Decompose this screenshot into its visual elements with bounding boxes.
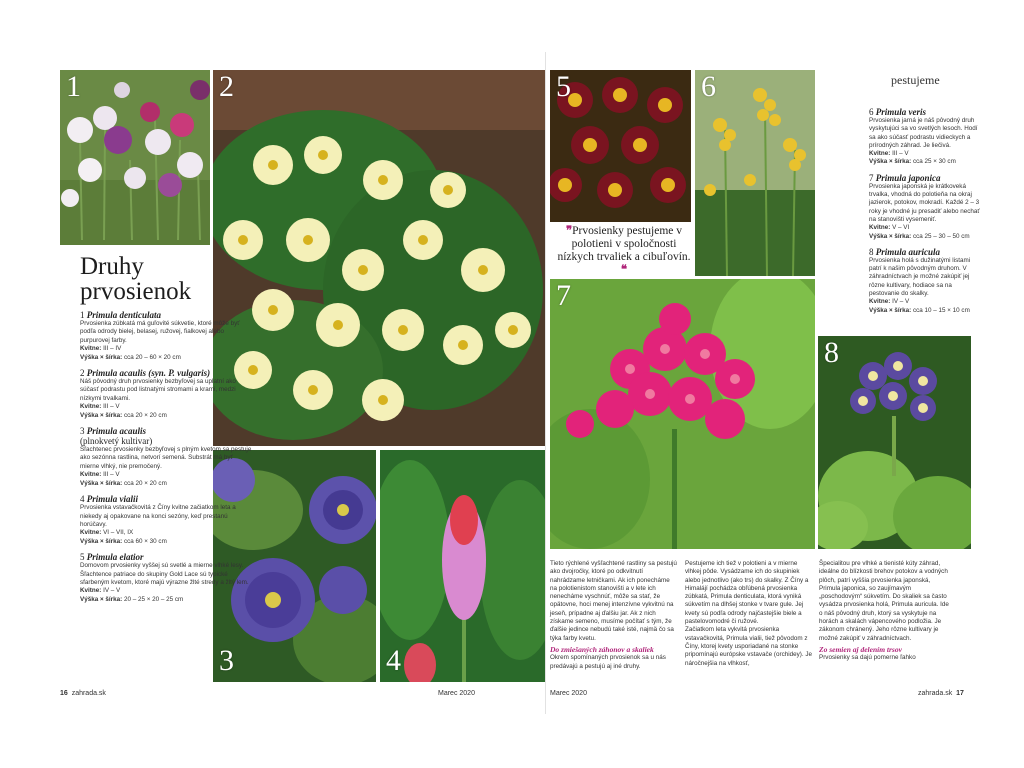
- photo-1-image: [60, 70, 210, 245]
- body-column-2: [685, 560, 813, 668]
- entry-name: Primula japonica: [875, 172, 941, 183]
- species-entry-3: [80, 426, 252, 488]
- entry-number: 3: [80, 426, 85, 437]
- entry-name-suffix: (syn. P. vulgaris): [146, 368, 211, 379]
- size-label: Výška × šírka:: [80, 537, 123, 545]
- entry-text: Prvosienka holá s dužinatými listami patrí k našim pôvodným druhom. V záhradníctvach je možné zakúpiť jej rôzne kultivary, hodiace sa na pestovanie do skalky.: [869, 256, 971, 298]
- photo-number-3: 3: [219, 644, 234, 677]
- photo-2-primula-acaulis: [213, 70, 546, 446]
- entry-number: 1: [80, 310, 85, 320]
- pull-quote: [554, 225, 694, 277]
- bloom-label: Kvitne:: [80, 471, 102, 479]
- title-line-2: prvosienok: [80, 278, 192, 305]
- left-page: [43, 52, 546, 714]
- folio-date-right: Marec 2020: [550, 690, 587, 697]
- entry-text: Prvosienka vstavačkovitá z Číny kvitne začiatkom leta a niekedy aj opakovane na konci sezóny, keď prestanú horúčavy.: [80, 504, 236, 528]
- entry-text: Prvosienka japonská je krátkoveká trvalka, vhodná do polotieňa na okraj jazierok, potokov, mokradí. Každé 2 – 3 roky je vhodné ju presadiť alebo nechať na stanovišti vysemeniť.: [869, 182, 980, 223]
- page-title: [80, 254, 250, 304]
- entry-number: 8: [869, 246, 874, 257]
- bloom-value: III – IV: [103, 345, 122, 353]
- size-label: Výška × šírka:: [869, 232, 912, 240]
- photo-4-image: [380, 450, 546, 682]
- bloom-value: III – V: [103, 471, 120, 479]
- folio-date-left: Marec 2020: [438, 690, 475, 697]
- body-paragraph: Okrem spomínaných prvosienok sa u nás predávajú a pestujú aj iné druhy.: [550, 654, 666, 670]
- title-line-1: Druhy: [80, 253, 144, 280]
- entry-text: Náš pôvodný druh prvosienky bezbyľovej sa uplatní ako súčasť podrastu pod listnatými stromami a krami, medzi nízkymi trvalkami.: [80, 378, 236, 402]
- entry-number: 6: [869, 107, 874, 117]
- bloom-value: V – VI: [892, 224, 910, 232]
- photo-2-image: [213, 70, 546, 446]
- species-entry-8: [869, 247, 981, 315]
- photo-number-1: 1: [66, 70, 81, 103]
- entry-name: Primula acaulis: [86, 426, 147, 437]
- photo-number-6: 6: [701, 70, 716, 103]
- size-label: Výška × šírka:: [80, 411, 123, 419]
- species-entry-1: [80, 310, 252, 362]
- size-value: cca 25 × 30 cm: [912, 158, 956, 166]
- folio-left: [60, 690, 106, 697]
- site-name: zahrada.sk: [71, 690, 106, 697]
- body-column-1: [550, 560, 678, 671]
- photo-8-primula-auricula: [818, 336, 971, 549]
- bloom-label: Kvitne:: [869, 298, 891, 306]
- site-name: zahrada.sk: [918, 690, 953, 697]
- bloom-value: VI – VII, IX: [103, 529, 134, 537]
- entry-number: 4: [80, 494, 85, 505]
- folio-right: [918, 690, 964, 697]
- photo-4-primula-vialii: [380, 450, 546, 682]
- photo-6-primula-veris: [695, 70, 815, 276]
- entry-name: Primula acaulis: [86, 368, 147, 379]
- body-paragraph: Prvosienky sa dajú pomerne ľahko: [819, 654, 916, 662]
- photo-number-4: 4: [386, 644, 401, 677]
- photo-number-5: 5: [556, 70, 571, 103]
- bloom-value: IV – V: [103, 587, 121, 595]
- right-page: [546, 52, 981, 714]
- bloom-value: III – V: [892, 150, 909, 158]
- photo-7-image: [550, 279, 815, 549]
- section-label: pestujeme: [891, 73, 940, 87]
- photo-number-2: 2: [219, 70, 234, 103]
- page-number: 16: [60, 690, 68, 697]
- size-value: cca 20 × 20 cm: [123, 479, 167, 487]
- entry-name: Primula auricula: [875, 246, 941, 257]
- bloom-label: Kvitne:: [80, 403, 102, 411]
- bloom-label: Kvitne:: [80, 529, 102, 537]
- entry-name: Primula vialii: [86, 494, 139, 505]
- entry-text: Domovom prvosienky vyššej sú svetlé a mierne vlhké lesy. Šľachtence patriace do skupiny Gold Lace sú typické sfarbeným kvetom, ktoré majú výrazne žlté stredy a žltý lem.: [80, 562, 249, 586]
- subheading: Do zmiešaných záhonov a skaliek: [550, 644, 654, 654]
- entry-text: Prvosienka zúbkatá má guľovité súkvetie, ktoré môže byť podľa odrody bielej, belasej, ružovej, fialkovej alebo purpurovej farby.: [80, 320, 240, 344]
- species-entry-6: [869, 107, 981, 167]
- entry-name: Primula elatior: [86, 552, 144, 563]
- species-list-left: [80, 310, 252, 610]
- size-value: cca 10 – 15 × 10 cm: [912, 306, 970, 314]
- bloom-label: Kvitne:: [80, 345, 102, 353]
- entry-number: 7: [869, 172, 874, 183]
- species-entry-4: [80, 494, 252, 546]
- subheading: Zo semien aj delením trsov: [819, 644, 902, 654]
- size-value: cca 25 – 30 – 50 cm: [912, 232, 970, 240]
- magazine-spread: [43, 52, 981, 714]
- page-number: 17: [956, 690, 964, 697]
- photo-number-8: 8: [824, 336, 839, 369]
- body-column-3: [819, 560, 949, 663]
- bloom-label: Kvitne:: [869, 224, 891, 232]
- entry-number: 5: [80, 552, 85, 563]
- size-label: Výška × šírka:: [80, 595, 123, 603]
- size-label: Výška × šírka:: [80, 353, 123, 361]
- bloom-value: III – V: [103, 403, 120, 411]
- species-list-right: [869, 107, 981, 321]
- size-label: Výška × šírka:: [869, 306, 912, 314]
- quote-close-mark: ❝: [620, 264, 628, 276]
- body-paragraph: Začiatkom leta vykvitá prvosienka vstavačkovitá, Primula vialii, tiež pôvodom z Číny, ktorej kvety usporiadané na stonke pripomínajú európske vstavače (orchidey). Je náročnejšia na vlhkosť,: [685, 626, 813, 667]
- size-value: 20 – 25 × 20 – 25 cm: [123, 595, 184, 603]
- bloom-label: Kvitne:: [80, 587, 102, 595]
- photo-number-7: 7: [556, 279, 571, 312]
- size-label: Výška × šírka:: [80, 479, 123, 487]
- size-label: Výška × šírka:: [869, 158, 912, 166]
- size-value: cca 20 × 20 cm: [123, 411, 167, 419]
- species-entry-5: [80, 552, 252, 604]
- entry-name-suffix: (plnokvetý kultivar): [80, 436, 153, 447]
- size-value: cca 60 × 30 cm: [123, 537, 167, 545]
- size-value: cca 20 – 60 × 20 cm: [123, 353, 181, 361]
- photo-8-image: [818, 336, 971, 549]
- photo-5-image: [550, 70, 691, 222]
- entry-text: Prvosienka jarná je náš pôvodný druh vyskytujúci sa vo svetlých lesoch. Hodí sa ako súčasť podrastu vidieckych a prírodných záhrad. Je liečivá.: [869, 117, 978, 149]
- species-entry-2: [80, 368, 252, 420]
- photo-1-primula-denticulata: [60, 70, 210, 245]
- quote-open-mark: ❞: [565, 225, 573, 237]
- photo-5-primula-elatior: [550, 70, 691, 222]
- photo-7-primula-japonica: [550, 279, 815, 549]
- bloom-value: IV – V: [892, 298, 910, 306]
- entry-number: 2: [80, 368, 85, 379]
- entry-name: Primula denticulata: [86, 310, 162, 320]
- entry-name: Primula veris: [875, 107, 927, 117]
- bloom-label: Kvitne:: [869, 150, 891, 158]
- quote-text: Prvosienky pestujeme v polotieni v spoločnosti nízkych trvaliek a cibuľovín.: [557, 225, 691, 263]
- entry-text: Šľachtenec prvosienky bezbyľovej s plným kvetom sa pestuje ako sezónna rastlina, netvorí semená. Substrát má byť mierne vlhký, nie premočený.: [80, 446, 252, 470]
- body-paragraph: Tieto rýchlené vyšľachtené rastliny sa pestujú ako dvojročky, ktoré po odkvitnutí nahrádzame letničkami. Ak ich ponecháme na polotienistom stanovišti a v lete ich nenecháme vyschnúť, môže sa stať, že opätovne, hoci menej intenzívne vykvitnú na jeseň, prípadne aj ďalšiu jar. Ak z nich získame semeno, musíme počítať s tým, že ďalšie jedince nebudú také isté, najmä čo sa týka farby kvetu.: [550, 560, 677, 642]
- species-entry-7: [869, 173, 981, 241]
- body-paragraph: Špecialitou pre vlhké a tienisté kúty záhrad, ideálne do blízkosti brehov potokov a vodných plôch, patrí vyššia prvosienka japonská, Primula japonica, so zaujímavým „poschodovým“ súkvetím. Do skaliek sa často vysádza prvosienka holá, Primula auricula. Ide o náš pôvodný druh, ktorý sa vyskytuje na horách a skalách vápencového podložia. Je zákonom chránený. Jeho rôzne kultivary je možné zakúpiť v záhradníctvach.: [819, 560, 949, 642]
- body-paragraph: Pestujeme ich tiež v polotieni a v mierne vlhkej pôde. Vysádzame ich do skupiniek alebo jednotlivo (ako trs) do skalky. Z Číny a Himalájí pochádza obľúbená prvosienka zúbkatá, Primula denticulata, ktorá vyniká súkvetím na dlhšej stonke v tvare gule. Jej kvety sú podľa odrody najčastejšie biele a pastelovomodré či ružové.: [685, 560, 809, 626]
